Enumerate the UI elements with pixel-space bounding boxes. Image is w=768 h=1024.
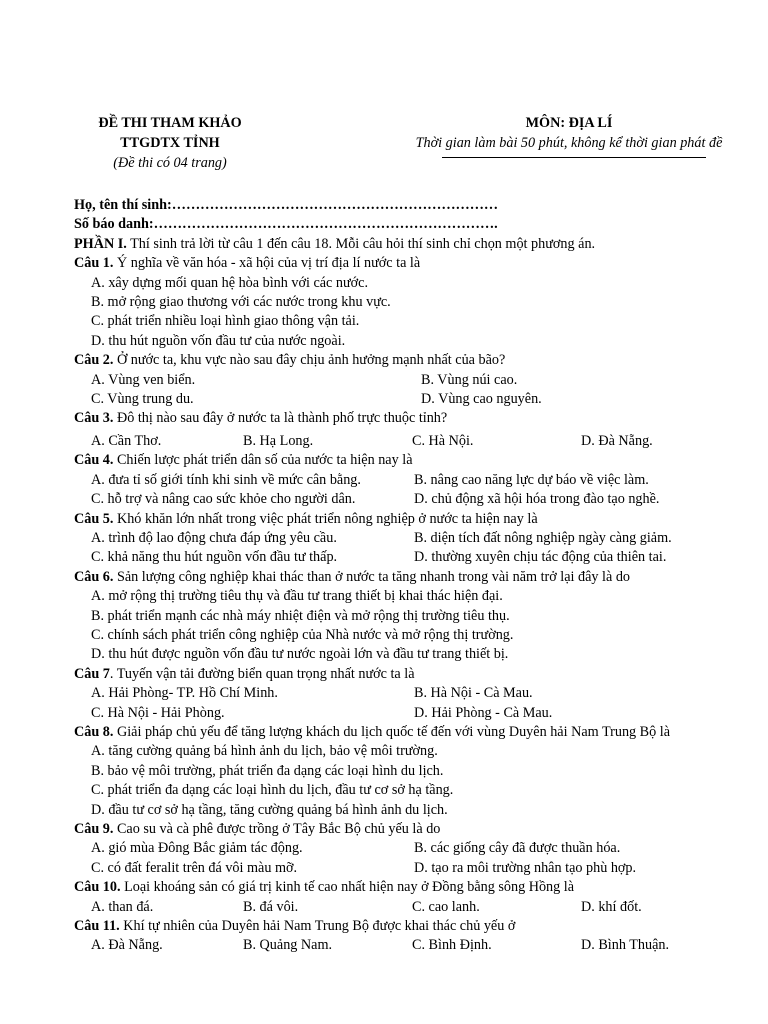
question-10 — [74, 878, 714, 897]
question-5-option-c: C. khả năng thu hút nguồn vốn đầu tư thấp. — [91, 549, 338, 566]
question-2 — [74, 351, 714, 370]
question-9-text: Cao su và cà phê được trồng ở Tây Bắc Bộ chủ yếu là do — [113, 821, 441, 837]
question-6-option-d: D. thu hút được nguồn vốn đầu tư nước ngoài lớn và đầu tư trang thiết bị. — [91, 646, 509, 663]
header-underline — [442, 157, 706, 158]
question-9-option-a: A. gió mùa Đông Bắc giảm tác động. — [91, 840, 303, 857]
question-10-option-c: C. cao lanh. — [412, 898, 480, 915]
question-8 — [74, 723, 714, 742]
question-3-option-d: D. Đà Nẵng. — [581, 432, 653, 449]
question-7-options-row-1 — [74, 684, 714, 703]
question-7 — [74, 665, 714, 684]
question-7-text: . Tuyến vận tải đường biển quan trọng nhất nước ta là — [109, 665, 415, 682]
question-1-option-a: A. xây dựng mối quan hệ hòa bình với các nước. — [91, 274, 369, 291]
question-6-label: Câu 6. — [74, 568, 114, 585]
question-4-option-d: D. chủ động xã hội hóa trong đào tạo nghề. — [414, 491, 660, 508]
question-8-option-d: D. đầu tư cơ sở hạ tầng, tăng cường quảng bá hình ảnh du lịch. — [91, 801, 448, 818]
question-6-option-c: C. chính sách phát triển công nghiệp của Nhà nước và mở rộng thị trường. — [91, 626, 514, 643]
question-5-option-a: A. trình độ lao động chưa đáp ứng yêu cầu. — [91, 529, 337, 546]
exam-header-right — [396, 113, 742, 153]
page-count-note: (Đề thi có 04 trang) — [113, 155, 227, 171]
question-8-text: Giải pháp chủ yếu để tăng lượng khách du lịch quốc tế đến với vùng Duyên hải Nam Trung Bộ là — [113, 723, 671, 740]
question-3-option-a: A. Cần Thơ. — [91, 432, 162, 449]
question-1-option-b: B. mở rộng giao thương với các nước trong khu vực. — [91, 294, 391, 311]
question-6-text: Sản lượng công nghiệp khai thác than ở nước ta tăng nhanh trong vài năm trở lại đây là do — [113, 568, 631, 585]
question-4-label: Câu 4. — [74, 452, 114, 469]
exam-header-left — [70, 113, 270, 173]
question-10-label: Câu 10. — [74, 879, 121, 896]
question-9-options-row-1 — [74, 839, 714, 858]
exam-content — [74, 196, 714, 956]
student-name-label: Họ, tên thí sinh: — [74, 197, 172, 213]
question-6 — [74, 568, 714, 587]
question-3-text: Đô thị nào sau đây ở nước ta là thành phố trực thuộc tỉnh? — [113, 410, 448, 427]
question-4-options-row-2 — [74, 490, 714, 509]
question-7-option-a: A. Hải Phòng- TP. Hồ Chí Minh. — [91, 685, 278, 702]
question-9-option-c: C. có đất feralit trên đá vôi màu mỡ. — [91, 859, 298, 876]
question-10-options-row — [74, 898, 714, 917]
part-1-instruction — [74, 235, 714, 254]
question-2-text: Ở nước ta, khu vực nào sau đây chịu ảnh hưởng mạnh nhất của bão? — [113, 352, 506, 369]
question-4-option-a: A. đưa tỉ số giới tính khi sinh về mức cân bằng. — [91, 471, 361, 488]
question-2-option-b: B. Vùng núi cao. — [421, 371, 518, 388]
subject-title: MÔN: ĐỊA LÍ — [525, 115, 613, 131]
question-4-options-row-1 — [74, 471, 714, 490]
exam-center-name: TTGDTX TỈNH — [120, 135, 220, 151]
question-8-label: Câu 8. — [74, 723, 114, 740]
question-3 — [74, 409, 714, 428]
question-3-option-c: C. Hà Nội. — [412, 432, 474, 449]
question-1-text: Ý nghĩa về văn hóa - xã hội của vị trí địa lí nước ta là — [113, 255, 421, 272]
question-2-options-row-1 — [74, 371, 714, 390]
question-1-label: Câu 1. — [74, 255, 114, 272]
question-2-option-d: D. Vùng cao nguyên. — [421, 391, 542, 408]
question-8-option-b: B. bảo vệ môi trường, phát triển đa dạng các loại hình du lịch. — [91, 762, 444, 779]
question-5-options-row-1 — [74, 529, 714, 548]
question-4-option-c: C. hỗ trợ và nâng cao sức khỏe cho người dân. — [91, 491, 356, 508]
question-4-option-b: B. nâng cao năng lực dự báo về việc làm. — [414, 471, 649, 488]
question-5-option-b: B. diện tích đất nông nghiệp ngày càng giảm. — [414, 529, 672, 546]
question-11-option-c: C. Bình Định. — [412, 937, 492, 954]
question-7-option-d: D. Hải Phòng - Cà Mau. — [414, 704, 553, 721]
question-5-option-d: D. thường xuyên chịu tác động của thiên tai. — [414, 549, 667, 566]
question-7-label: Câu 7 — [74, 665, 110, 682]
question-11-option-d: D. Bình Thuận. — [581, 937, 670, 954]
student-id-dots: ………………………………………………………………. — [153, 216, 498, 233]
question-9-label: Câu 9. — [74, 821, 114, 837]
question-9 — [74, 820, 714, 839]
question-6-option-a: A. mở rộng thị trường tiêu thụ và đầu tư trang thiết bị khai thác hiện đại. — [91, 588, 503, 605]
question-10-option-d: D. khí đốt. — [581, 898, 642, 915]
question-5-options-row-2 — [74, 548, 714, 567]
question-1-option-c: C. phát triển nhiều loại hình giao thông vận tải. — [91, 313, 360, 330]
question-11 — [74, 917, 714, 936]
question-10-text: Loại khoáng sản có giá trị kinh tế cao nhất hiện nay ở Đồng bằng sông Hồng là — [120, 879, 575, 896]
question-7-option-c: C. Hà Nội - Hải Phòng. — [91, 704, 225, 721]
student-name-line — [74, 196, 714, 215]
question-8-option-c: C. phát triển đa dạng các loại hình du lịch, đầu tư cơ sở hạ tầng. — [91, 782, 454, 799]
question-8-option-a: A. tăng cường quảng bá hình ảnh du lịch, bảo vệ môi trường. — [91, 743, 438, 760]
student-id-line — [74, 215, 714, 234]
question-10-option-b: B. đá vôi. — [243, 898, 299, 915]
question-9-option-b: B. các giống cây đã được thuần hóa. — [414, 840, 621, 857]
question-2-option-a: A. Vùng ven biển. — [91, 371, 196, 388]
question-7-option-b: B. Hà Nội - Cà Mau. — [414, 685, 533, 702]
question-1 — [74, 254, 714, 273]
question-11-label: Câu 11. — [74, 918, 120, 935]
student-id-label: Số báo danh: — [74, 216, 154, 233]
part-1-label: PHẦN I. — [74, 235, 127, 252]
exam-type-title: ĐỀ THI THAM KHẢO — [98, 115, 242, 131]
question-9-options-row-2 — [74, 859, 714, 878]
question-3-options-row — [74, 432, 714, 451]
question-7-options-row-2 — [74, 704, 714, 723]
question-3-option-b: B. Hạ Long. — [243, 432, 314, 449]
question-2-label: Câu 2. — [74, 352, 114, 369]
question-11-options-row — [74, 936, 714, 955]
student-name-dots: …………………………………………………………… — [171, 197, 499, 213]
question-1-option-d: D. thu hút nguồn vốn đầu tư của nước ngoài. — [91, 332, 346, 349]
question-2-options-row-2 — [74, 390, 714, 409]
time-note: Thời gian làm bài 50 phút, không kể thời gian phát đề — [415, 135, 723, 151]
question-3-label: Câu 3. — [74, 410, 114, 427]
question-4 — [74, 451, 714, 470]
question-5-label: Câu 5. — [74, 510, 114, 527]
question-2-option-c: C. Vùng trung du. — [91, 391, 194, 408]
question-11-option-b: B. Quảng Nam. — [243, 937, 333, 954]
question-5 — [74, 510, 714, 529]
question-9-option-d: D. tạo ra môi trường nhân tạo phù hợp. — [414, 859, 637, 876]
part-1-text: Thí sinh trả lời từ câu 1 đến câu 18. Mỗi câu hỏi thí sinh chỉ chọn một phương án. — [126, 235, 596, 252]
question-11-option-a: A. Đà Nẵng. — [91, 937, 163, 954]
question-6-option-b: B. phát triển mạnh các nhà máy nhiệt điện và mở rộng thị trường tiêu thụ. — [91, 607, 510, 624]
question-4-text: Chiến lược phát triển dân số của nước ta hiện nay là — [113, 452, 413, 469]
question-5-text: Khó khăn lớn nhất trong việc phát triển nông nghiệp ở nước ta hiện nay là — [113, 510, 538, 527]
question-10-option-a: A. than đá. — [91, 898, 154, 915]
question-11-text: Khí tự nhiên của Duyên hải Nam Trung Bộ được khai thác chủ yếu ở — [119, 918, 516, 935]
